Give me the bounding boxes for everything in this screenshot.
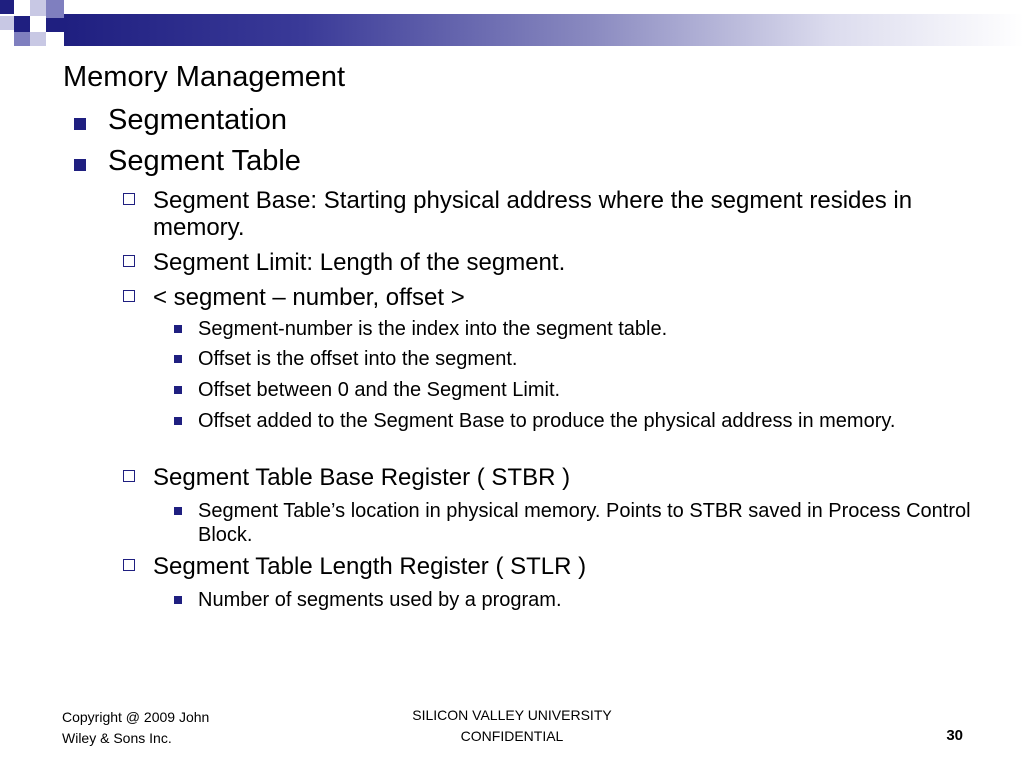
- logo-square: [30, 32, 46, 46]
- small-square-bullet-icon: [174, 417, 182, 425]
- bullet-level2: [153, 464, 973, 491]
- bullet-level2: [153, 284, 973, 311]
- bullet-level3: [198, 588, 978, 612]
- bullet-level1: [108, 104, 287, 137]
- small-square-bullet-icon: [174, 596, 182, 604]
- footer-center-line: CONFIDENTIAL: [460, 728, 564, 744]
- footer-copyright-line: Copyright @ 2009 John: [62, 709, 210, 725]
- square-bullet-icon: [74, 118, 86, 130]
- bullet-text: Segment-number is the index into the segment table.: [198, 318, 668, 340]
- logo-square: [0, 0, 14, 14]
- hollow-square-bullet-icon: [123, 255, 135, 267]
- logo-square: [46, 32, 64, 46]
- small-square-bullet-icon: [174, 507, 182, 515]
- logo-square: [30, 16, 46, 32]
- bullet-text: Number of segments used by a program.: [198, 589, 562, 611]
- logo-square: [46, 18, 64, 32]
- page-number: 30: [946, 727, 963, 744]
- hollow-square-bullet-icon: [123, 559, 135, 571]
- bullet-level3: [198, 347, 978, 371]
- bullet-text: Segment Table: [108, 145, 301, 177]
- bullet-level2: [153, 553, 973, 580]
- small-square-bullet-icon: [174, 325, 182, 333]
- footer-confidential: [360, 705, 664, 747]
- bullet-level3: [198, 499, 978, 547]
- bullet-text: Segment Limit: Length of the segment.: [153, 249, 566, 276]
- bullet-text: Offset added to the Segment Base to produce the physical address in memory.: [198, 410, 896, 432]
- logo-square: [30, 0, 46, 16]
- bullet-level3: [198, 317, 978, 341]
- bullet-text: Segment Base: Starting physical address where the segment resides in memory.: [153, 187, 913, 241]
- bullet-level1: [108, 145, 301, 178]
- header-gradient-band: [64, 14, 1024, 46]
- bullet-text: Offset is the offset into the segment.: [198, 348, 518, 370]
- bullet-text: Offset between 0 and the Segment Limit.: [198, 379, 561, 401]
- square-bullet-icon: [74, 159, 86, 171]
- logo-square: [46, 0, 64, 18]
- header-decoration: [0, 0, 1024, 48]
- logo-square: [14, 0, 30, 16]
- bullet-level2: [153, 249, 973, 276]
- bullet-level2: [153, 187, 973, 241]
- hollow-square-bullet-icon: [123, 470, 135, 482]
- footer-center-line: SILICON VALLEY UNIVERSITY: [412, 707, 612, 723]
- logo-square: [0, 16, 14, 30]
- logo-square: [14, 16, 30, 32]
- bullet-level3: [198, 378, 978, 402]
- bullet-level3: [198, 409, 978, 433]
- hollow-square-bullet-icon: [123, 290, 135, 302]
- bullet-text: Segment Table’s location in physical memory. Points to STBR saved in Process Control Block.: [198, 500, 971, 546]
- footer-copyright: [62, 707, 209, 749]
- bullet-text: Segment Table Length Register ( STLR ): [153, 553, 587, 580]
- bullet-text: Segmentation: [108, 104, 287, 136]
- small-square-bullet-icon: [174, 386, 182, 394]
- footer-copyright-line: Wiley & Sons Inc.: [62, 730, 172, 746]
- hollow-square-bullet-icon: [123, 193, 135, 205]
- bullet-text: Segment Table Base Register ( STBR ): [153, 464, 571, 491]
- small-square-bullet-icon: [174, 355, 182, 363]
- slide-title: Memory Management: [63, 61, 346, 93]
- logo-square: [14, 32, 30, 46]
- bullet-text: < segment – number, offset >: [153, 284, 465, 311]
